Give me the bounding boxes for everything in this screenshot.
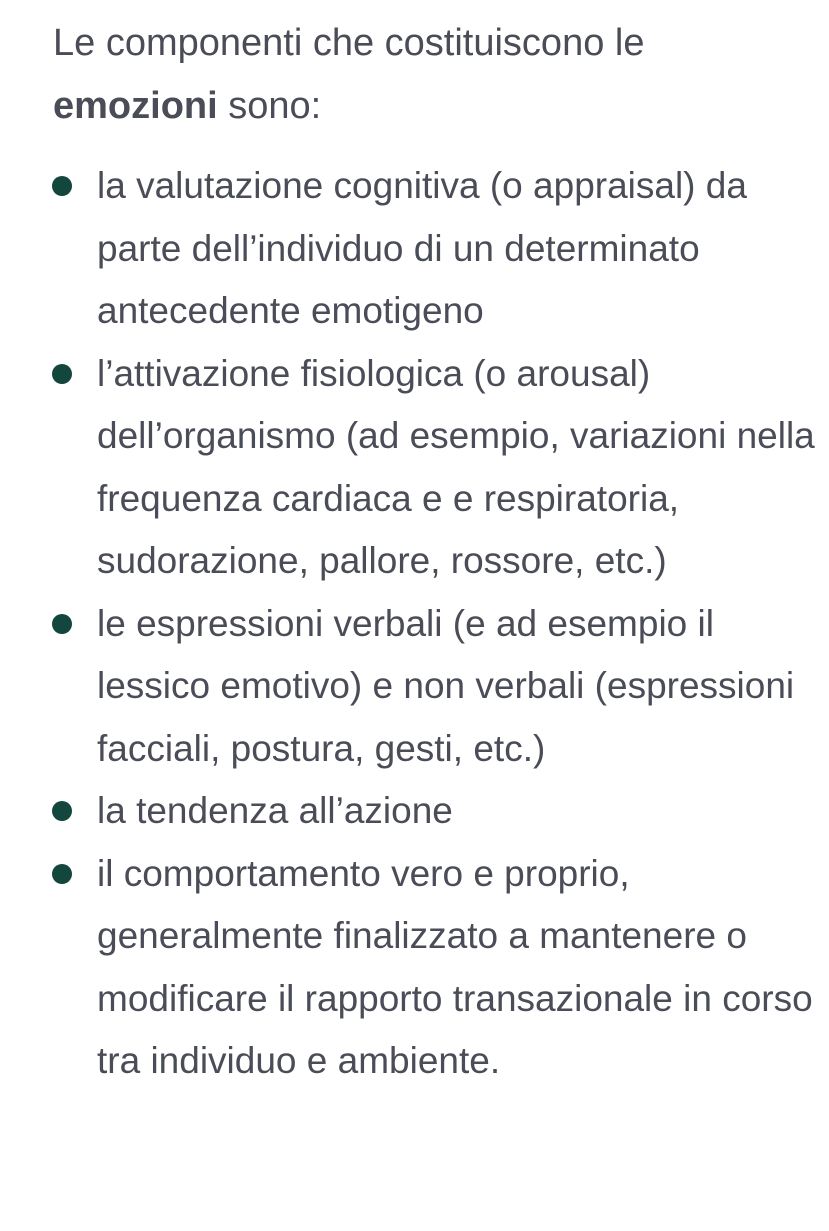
intro-paragraph <box>53 12 813 138</box>
list-item-text: il comportamento vero e proprio, generalmente finalizzato a mantenere o modificare il rapporto transazionale in corso tra individuo e ambiente. <box>97 852 813 1081</box>
list-item-text: le espressioni verbali (e ad esempio il lessico emotivo) e non verbali (espressioni facciali, postura, gesti, etc.) <box>97 602 795 769</box>
bullet-dot-icon <box>52 801 72 821</box>
emotion-components-list <box>0 155 829 1093</box>
list-item-text: la valutazione cognitiva (o appraisal) da parte dell’individuo di un determinato antecedente emotigeno <box>97 165 747 331</box>
intro-text-before: Le componenti che costituiscono le <box>53 22 645 64</box>
intro-text-after: sono: <box>217 85 322 127</box>
bullet-dot-icon <box>52 614 72 634</box>
list-item-text: l’attivazione fisiologica (o arousal) dell’organismo (ad esempio, variazioni nella frequenza cardiaca e e respiratoria, sudorazione, pallore, rossore, etc.) <box>97 352 815 581</box>
list-item <box>0 780 829 843</box>
intro-emphasis: emozioni <box>53 85 218 127</box>
bullet-dot-icon <box>52 864 72 884</box>
list-item <box>0 593 829 781</box>
list-item <box>0 843 829 1093</box>
bullet-dot-icon <box>52 364 72 384</box>
list-item <box>0 155 829 343</box>
list-item <box>0 343 829 593</box>
list-item-text: la tendenza all’azione <box>97 790 453 831</box>
bullet-dot-icon <box>52 176 72 196</box>
